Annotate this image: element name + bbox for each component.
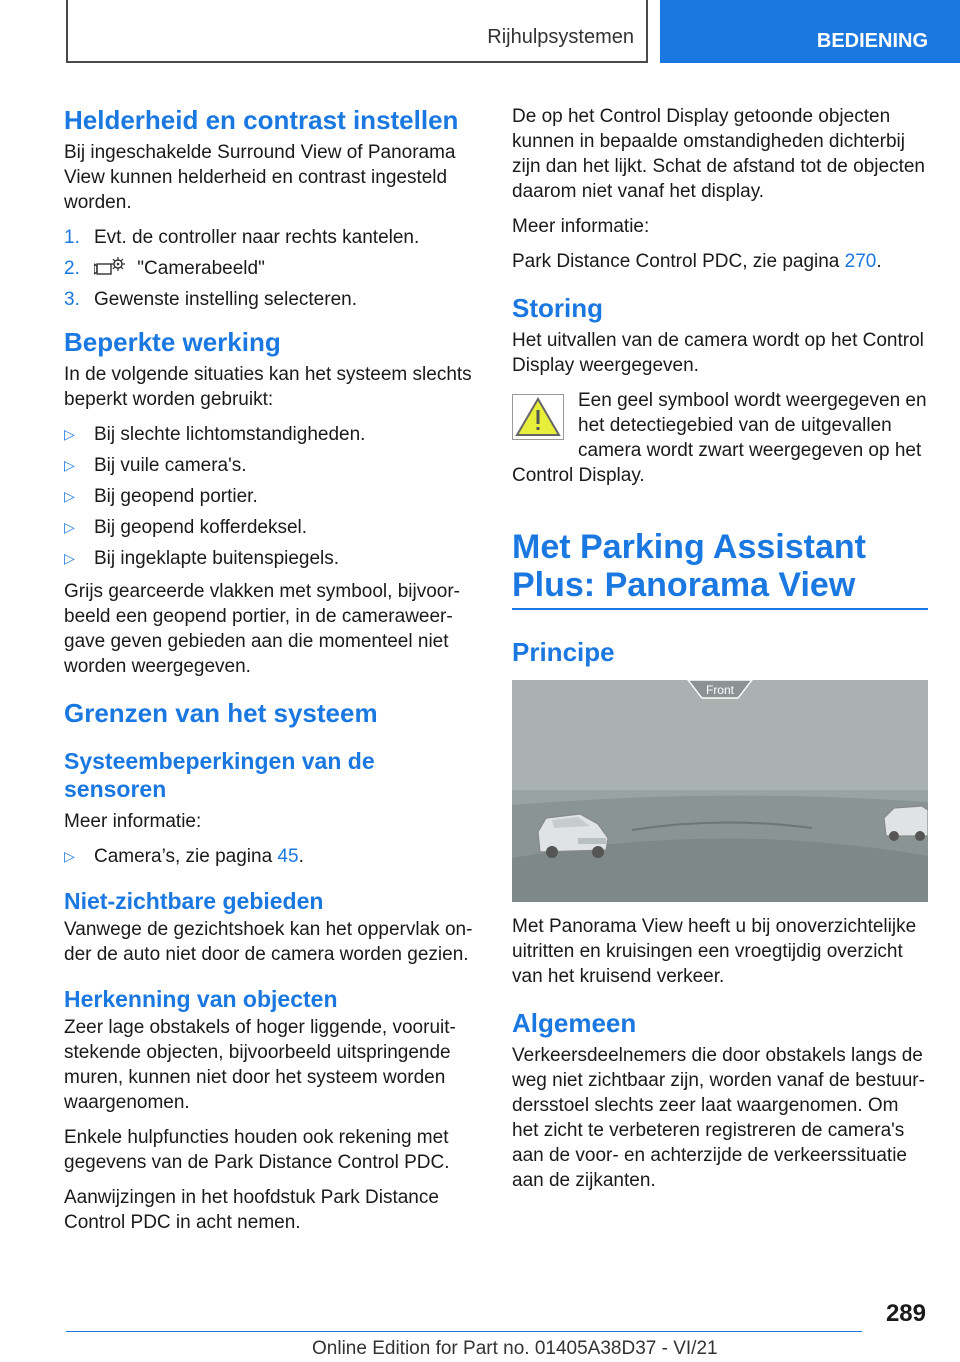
- camera-gear-icon: [94, 256, 128, 278]
- triangle-bullet-icon: ▷: [64, 519, 75, 535]
- bullet-list: [64, 844, 476, 869]
- right-column: [512, 104, 928, 1203]
- para-detect-3: Aanwijzingen in het hoofdstuk Park Distance Control PDC in acht nemen.: [64, 1187, 439, 1233]
- step-number: 3.: [64, 289, 80, 310]
- para-warning: Een geel symbool wordt weergegeven en het detectiegebied van de uitgevallen camera wordt zwart weergegeven op het Control Display.: [512, 390, 927, 486]
- para-principle: Met Panorama View heeft u bij onoverzichtelijke uitritten en kruisingen een vroegtijdig overzicht van het kruisend verkeer.: [512, 916, 917, 987]
- para-grey-areas: Grijs gearceerde vlakken met symbool, bijvoor-beeld een geopend portier, in de cameraweer-gave geven gebieden aan die momenteel niet worden weergegeven.: [64, 581, 460, 677]
- list-item: [64, 287, 476, 312]
- header-chapter-tab[interactable]: BEDIENING: [660, 0, 960, 63]
- heading-limited: Beperkte werking: [64, 327, 281, 357]
- warning-triangle-icon: [512, 394, 564, 440]
- step-text: Gewenste instelling selecteren.: [94, 289, 357, 310]
- heading-invisible-areas: Niet-zichtbare gebieden: [64, 888, 324, 914]
- heading-limits: Grenzen van het systeem: [64, 698, 378, 728]
- list-item: ▷ Bij slechte lichtomstandigheden.: [64, 424, 366, 445]
- list-item: [64, 225, 476, 250]
- para-invisible-areas: Vanwege de gezichtshoek kan het oppervlak on-der de auto niet door de camera worden gezien.: [64, 919, 473, 965]
- para-pdc-ref: Park Distance Control PDC, zie pagina 270.: [512, 251, 882, 272]
- para-limited: In de volgende situaties kan het systeem slechts beperkt worden gebruikt:: [64, 364, 472, 410]
- page-link-45[interactable]: 45: [277, 846, 299, 867]
- list-item: ▷ Bij geopend portier.: [64, 486, 258, 507]
- para-more-info: Meer informatie:: [512, 216, 650, 237]
- heading-sensor: Systeembeperkingen van de sensoren: [64, 748, 375, 802]
- list-item: [64, 256, 476, 281]
- list-item: ▷ Camera’s, zie pagina 45.: [64, 846, 304, 867]
- heading-fault: Storing: [512, 293, 603, 323]
- para-brightness: Bij ingeschakelde Surround View of Panorama View kunnen helderheid en contrast ingesteld worden.: [64, 142, 456, 213]
- para-fault: Het uitvallen van de camera wordt op het Control Display weergegeven.: [512, 330, 924, 376]
- heading-brightness: Helderheid en contrast instellen: [64, 105, 459, 135]
- camera-label-front: Front: [705, 683, 735, 697]
- bullet-list: [64, 422, 476, 571]
- page-number: 289: [885, 1300, 926, 1327]
- para-detect-1: Zeer lage obstakels of hoger liggende, vooruit-stekende objecten, bijvoorbeeld uitspringende muren, kunnen niet door het systeem worden waargenomen.: [64, 1017, 456, 1113]
- heading-principle: Principe: [512, 637, 615, 667]
- header-box: [66, 0, 648, 63]
- triangle-bullet-icon: ▷: [64, 488, 75, 504]
- header-section-title: Rijhulpsystemen: [487, 26, 634, 48]
- page-link-270[interactable]: 270: [844, 251, 877, 272]
- panorama-camera-image: [512, 680, 928, 902]
- steps-list: [64, 225, 476, 312]
- step-number: 1.: [64, 227, 80, 248]
- warning-note: [512, 388, 928, 488]
- list-item: ▷ Bij geopend kofferdeksel.: [64, 517, 308, 538]
- heading-main: Met Parking Assistant Plus: Panorama View: [512, 528, 866, 604]
- car-right-icon: [884, 806, 928, 841]
- heading-object-detection: Herkenning van objecten: [64, 986, 338, 1012]
- para-more-info: Meer informatie:: [64, 811, 202, 832]
- step-number: 2.: [64, 258, 80, 279]
- para-general: Verkeersdeelnemers die door obstakels langs de weg niet zichtbaar zijn, worden vanaf de bestuur-dersstoel slechts zeer laat waargenomen. Om het zicht te verbeteren registreren de camera's aan de voor- en achterzijde de verkeerssituatie aan de zijkanten.: [512, 1045, 925, 1191]
- triangle-bullet-icon: ▷: [64, 457, 75, 473]
- step-text: "Camerabeeld": [137, 258, 265, 279]
- main-heading-block: [512, 528, 928, 610]
- left-column: [64, 104, 476, 1245]
- list-item: ▷ Bij ingeklapte buitenspiegels.: [64, 548, 340, 569]
- list-item: ▷ Bij vuile camera's.: [64, 455, 247, 476]
- triangle-bullet-icon: ▷: [64, 848, 75, 864]
- triangle-bullet-icon: ▷: [64, 426, 75, 442]
- step-text: Evt. de controller naar rechts kantelen.: [94, 227, 420, 248]
- para-objects: De op het Control Display getoonde objecten kunnen in bepaalde omstandigheden dichterbij zijn dan het lijkt. Schat de afstand tot de objecten daarom niet vanaf het display.: [512, 106, 925, 202]
- footer-divider: [66, 1331, 862, 1332]
- para-detect-2: Enkele hulpfuncties houden ook rekening met gegevens van de Park Distance Control PDC.: [64, 1127, 450, 1173]
- heading-general: Algemeen: [512, 1008, 637, 1038]
- footer-edition: Online Edition for Part no. 01405A38D37 - VI/21: [312, 1338, 718, 1359]
- triangle-bullet-icon: ▷: [64, 550, 75, 566]
